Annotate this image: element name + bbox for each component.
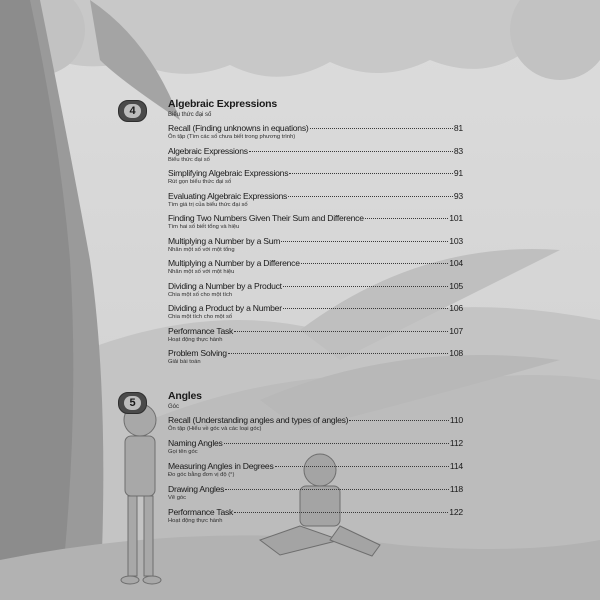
- chapter-title: Algebraic Expressions: [168, 98, 278, 110]
- toc-entry[interactable]: [168, 167, 463, 190]
- entry-title: Performance Task: [168, 325, 234, 336]
- entry-title: Evaluating Algebraic Expressions: [168, 190, 288, 201]
- entry-subtitle: Gọi tên góc: [168, 449, 198, 455]
- entry-title: Multiplying a Number by a Sum: [168, 235, 281, 246]
- toc-entry[interactable]: [168, 235, 463, 258]
- entry-page: 93: [453, 190, 463, 201]
- leader-dots: [365, 218, 448, 219]
- entry-title: Dividing a Product by a Number: [168, 303, 282, 313]
- entry-page: 118: [449, 484, 463, 494]
- leader-dots: [310, 128, 453, 129]
- toc-entry[interactable]: [168, 325, 463, 348]
- chapter-subtitle: Biểu thức đại số: [168, 112, 212, 118]
- entry-title: Recall (Understanding angles and types of angles): [168, 415, 349, 425]
- entry-title: Performance Task: [168, 507, 234, 517]
- entry-page: 114: [449, 461, 463, 471]
- entry-page: 122: [449, 507, 463, 517]
- entry-title: Finding Two Numbers Given Their Sum and Difference: [168, 213, 364, 223]
- entry-title: Simplifying Algebraic Expressions: [168, 168, 289, 178]
- entry-subtitle: Tìm giá trị của biểu thức đại số: [168, 201, 248, 208]
- entry-subtitle: Giải bài toán: [168, 359, 201, 365]
- leader-dots: [275, 466, 449, 467]
- chapter-title: Angles: [168, 390, 202, 402]
- toc-entry[interactable]: [168, 460, 463, 483]
- toc-entry[interactable]: [168, 437, 463, 460]
- chapter-heading: [168, 98, 277, 119]
- entry-subtitle: Nhân một số với một hiệu: [168, 269, 235, 275]
- leader-dots: [289, 173, 453, 174]
- entry-subtitle: Ôn tập (Hiểu về góc và các loại góc): [168, 426, 262, 432]
- leader-dots: [249, 151, 453, 152]
- entry-subtitle: Biểu thức đại số: [168, 156, 210, 163]
- entry-subtitle: Tìm hai số biết tổng và hiệu: [168, 224, 240, 230]
- leader-dots: [301, 263, 449, 264]
- entry-page: 101: [449, 213, 463, 223]
- entry-page: 110: [449, 415, 463, 425]
- toc-entry[interactable]: [168, 414, 463, 437]
- chapter-number: 5: [124, 396, 141, 410]
- leader-dots: [234, 512, 448, 513]
- entry-page: 103: [449, 235, 463, 246]
- toc-entry[interactable]: [168, 302, 463, 325]
- toc-entry[interactable]: [168, 212, 463, 235]
- entry-page: 106: [449, 303, 463, 313]
- chapter-heading: [168, 390, 202, 411]
- toc-entries: [168, 122, 463, 370]
- leader-dots: [283, 308, 448, 309]
- toc-entry[interactable]: [168, 145, 463, 168]
- entry-subtitle: Chia một tích cho một số: [168, 314, 233, 320]
- entry-title: Algebraic Expressions: [168, 145, 248, 156]
- chapter-subtitle: Góc: [168, 404, 180, 410]
- entry-page: 108: [449, 348, 463, 358]
- leader-dots: [288, 196, 453, 197]
- entry-title: Measuring Angles in Degrees: [168, 461, 274, 471]
- leader-dots: [281, 241, 448, 242]
- chapter-number-badge: [118, 100, 147, 122]
- toc-entry[interactable]: [168, 347, 463, 370]
- toc-entry[interactable]: [168, 483, 463, 506]
- chapter-number-badge: [118, 392, 147, 414]
- entry-title: Problem Solving: [168, 348, 227, 358]
- entry-page: 107: [449, 325, 463, 336]
- toc-entry[interactable]: [168, 257, 463, 280]
- toc-entry[interactable]: [168, 122, 463, 145]
- entry-page: 112: [449, 438, 463, 448]
- leader-dots: [228, 353, 448, 354]
- toc-entry[interactable]: [168, 506, 463, 529]
- entry-subtitle: Vẽ góc: [168, 495, 187, 501]
- entry-subtitle: Ôn tập (Tìm các số chưa biết trong phương trình): [168, 134, 296, 140]
- entry-page: 83: [453, 145, 463, 156]
- entry-title: Dividing a Number by a Product: [168, 280, 282, 291]
- entry-subtitle: Rút gọn biểu thức đại số: [168, 179, 232, 185]
- toc-entry[interactable]: [168, 190, 463, 213]
- leader-dots: [225, 489, 449, 490]
- entry-subtitle: Nhân một số với một tổng: [168, 246, 235, 253]
- entry-title: Recall (Finding unknowns in equations): [168, 123, 309, 133]
- entry-page: 81: [453, 123, 463, 133]
- entry-subtitle: Hoạt động thực hành: [168, 336, 223, 343]
- leader-dots: [283, 286, 448, 287]
- entry-subtitle: Chia một số cho một tích: [168, 291, 233, 298]
- chapter-number: 4: [124, 104, 141, 118]
- entry-title: Multiplying a Number by a Difference: [168, 258, 300, 268]
- entry-subtitle: Hoạt động thực hành: [168, 518, 223, 524]
- entry-subtitle: Đo góc bằng đơn vị độ (°): [168, 472, 235, 478]
- entry-page: 105: [449, 280, 463, 291]
- leader-dots: [349, 420, 449, 421]
- leader-dots: [224, 443, 449, 444]
- entry-title: Naming Angles: [168, 438, 223, 448]
- entry-page: 104: [449, 258, 463, 268]
- leader-dots: [234, 331, 448, 332]
- entry-title: Drawing Angles: [168, 484, 225, 494]
- toc-entry[interactable]: [168, 280, 463, 303]
- toc-entries: [168, 414, 463, 529]
- entry-page: 91: [453, 168, 463, 178]
